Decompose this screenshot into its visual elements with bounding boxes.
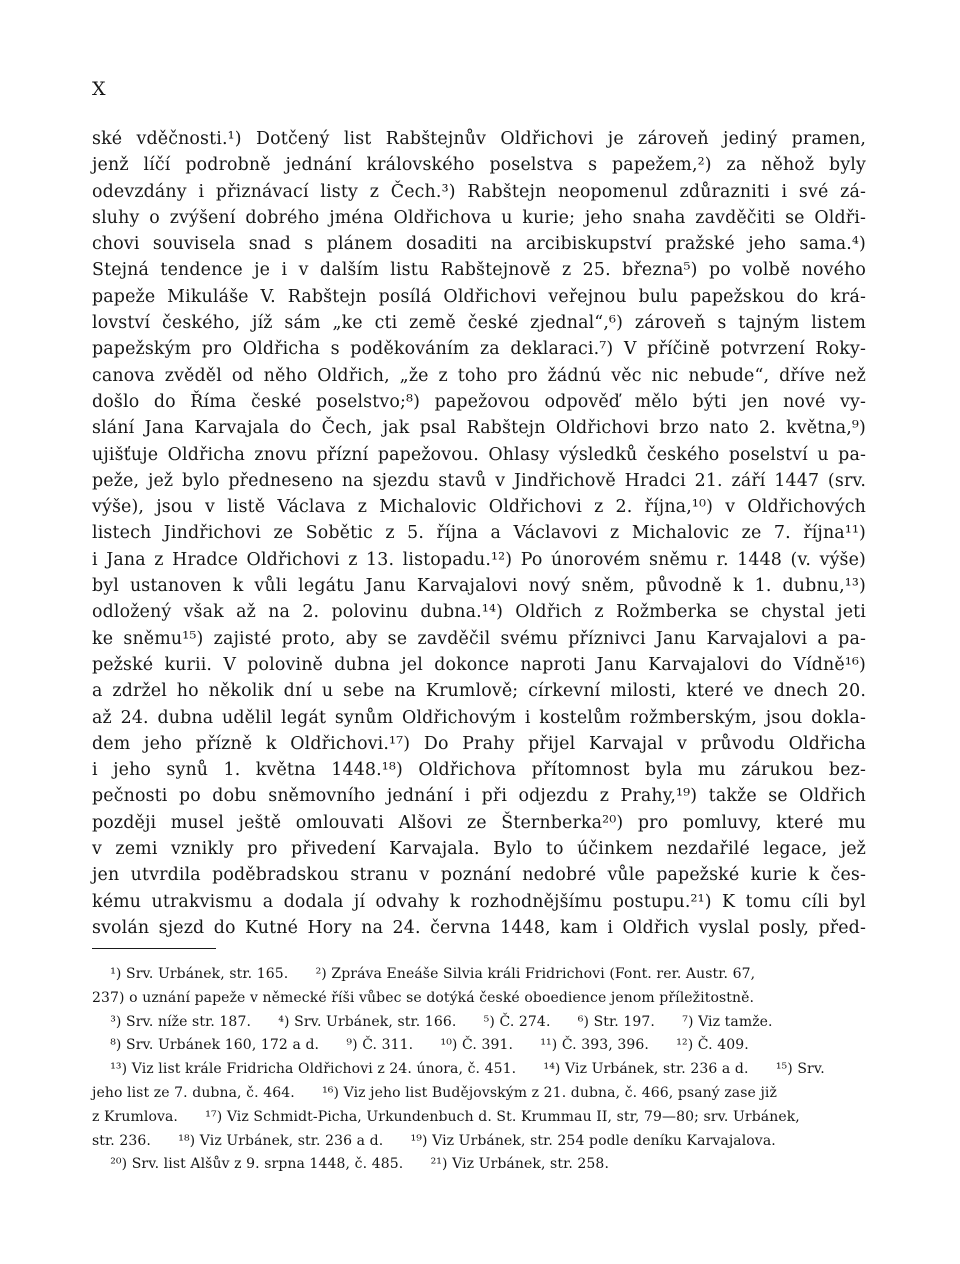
body-line: listech Jindřichovi ze Sobětic z 5. října a Václavovi z Michalovic ze 7. října¹¹) [92, 523, 866, 544]
footnotes [92, 963, 866, 1177]
body-line: ské vděčnosti.¹) Dotčený list Rabštejnův Oldřichovi je zároveň jediný pramen, [92, 129, 866, 149]
body-line: papežským pro Oldřicha s poděkováním za deklaraci.⁷) V příčině potvrzení Roky- [92, 339, 866, 360]
body-line: Stejná tendence je i v dalším listu Rabštejnově z 25. března⁵) po volbě nového [92, 260, 866, 281]
body-line: peže, jež bylo předneseno na sjezdu stavů v Jindřichově Hradci 21. září 1447 (srv. [92, 470, 866, 491]
body-line: došlo do Říma české poselstvo;⁸) papežovou odpověď mělo býti jen nové vy- [92, 391, 866, 412]
body-line: odložený však až na 2. polovinu dubna.¹⁴) Oldřich z Rožmberka se chystal jeti [92, 602, 866, 623]
body-line: papeže Mikuláše V. Rabštejn posílá Oldřichovi veřejnou bulu papežskou do krá- [92, 286, 866, 307]
body-line: později musel ještě omlouvati Alšovi ze Šternberka²⁰) pro pomluvy, které mu [92, 812, 866, 833]
body-line: lovství českého, jíž sám „ke cti země české zjednal“,⁶) zároveň s tajným listem [92, 313, 866, 334]
footnote-line: ¹) Srv. Urbánek, str. 165. ²) Zpráva Eneáše Silvia králi Fridrichovi (Font. rer. Austr. 67, [92, 966, 756, 982]
body-line: svolán sjezd do Kutné Hory na 24. června 1448, kam i Oldřich vyslal posly, před- [92, 917, 866, 938]
footnote-line: ²⁰) Srv. list Alšův z 9. srpna 1448, č. 485. ²¹) Viz Urbánek, str. 258. [92, 1156, 609, 1173]
body-line: i jeho synů 1. května 1448.¹⁸) Oldřichova přítomnost byla mu zárukou bez- [92, 760, 866, 781]
body-line: jenž líčí podrobně jednání královského poselstva s papežem,²) za něhož byly [92, 155, 866, 176]
body-line: i Jana z Hradce Oldřichovi z 13. listopadu.¹²) Po únorovém sněmu r. 1448 (v. výše) [92, 549, 866, 570]
body-line: canova zvěděl od něho Oldřich, „že z toho pro žádnú věc nic nebude“, dříve než [92, 365, 866, 386]
body-line: slání Jana Karvajala do Čech, jak psal Rabštejn Oldřichovi brzo nato 2. května,⁹) [92, 418, 866, 439]
body-line: v zemi vznikly pro přivedení Karvajala. Bylo to účinkem nezdařilé legace, jež [92, 839, 866, 860]
body-line: odevzdány i přiznávací listy z Čech.³) Rabštejn neopomenul zdůrazniti i své zá- [92, 181, 866, 202]
footnote-line: ⁸) Srv. Urbánek 160, 172 a d. ⁹) Č. 311. ¹⁰) Č. 391. ¹¹) Č. 393, 396. ¹²) Č. 409. [92, 1037, 749, 1054]
body-line: jen utvrdila poděbradskou stranu v poznání nedobré vůle papežské kurie k čes- [92, 865, 866, 886]
body-line: výše), jsou v listě Václava z Michalovic Oldřichovi z 2. října,¹⁰) v Oldřichových [92, 497, 866, 518]
body-line: kému utrakvismu a dodala jí odvahy k rozhodnějšímu postupu.²¹) K tomu cíli byl [92, 891, 866, 912]
footnote-line: ¹³) Viz list krále Fridricha Oldřichovi z 24. února, č. 451. ¹⁴) Viz Urbánek, str. 236 a d. ¹⁵) Srv. [92, 1061, 825, 1078]
footnote-line: str. 236. ¹⁸) Viz Urbánek, str. 236 a d. ¹⁹) Viz Urbánek, str. 254 podle deníku Karvajalova. [92, 1132, 776, 1149]
body-line: dem jeho přízně k Oldřichovi.¹⁷) Do Prahy přijel Karvajal v průvodu Oldřicha [92, 733, 866, 754]
footnote-line: jeho list ze 7. dubna, č. 464. ¹⁶) Viz jeho list Budějovským z 21. dubna, č. 466, psaný zase již [92, 1084, 777, 1101]
body-line: ke sněmu¹⁵) zajisté proto, aby se zavděčil svému příznivci Janu Karvajalovi a pa- [92, 628, 866, 649]
body-text [92, 126, 866, 941]
body-line: až 24. dubna udělil legát synům Oldřichovým i kostelům rožmberským, jsou dokla- [92, 707, 866, 728]
body-line: chovi souvisela snad s plánem dosaditi na arcibiskupství pražské jeho sama.⁴) [92, 234, 866, 255]
body-line: byl ustanoven k vůli legátu Janu Karvajalovi nový sněm, původně k 1. dubnu,¹³) [92, 576, 866, 597]
footnote-separator [92, 948, 216, 949]
body-line: a zdržel ho několik dní u sebe na Krumlově; církevní milosti, které ve dnech 20. [92, 681, 866, 702]
body-line: ujišťuje Oldřicha znovu přízní papežovou. Ohlasy výsledků českého poselství u pa- [92, 444, 866, 465]
body-line: pečnosti po dobu sněmovního jednání i při odjezdu z Prahy,¹⁹) takže se Oldřich [92, 786, 866, 807]
footnote-line: 237) o uznání papeže v německé říši vůbec se dotýká české oboedience jenom příležitostně. [92, 989, 755, 1006]
body-line: sluhy o zvýšení dobrého jména Oldřichova u kurie; jeho snaha zavděčiti se Oldři- [92, 207, 866, 228]
footnote-line: z Krumlova. ¹⁷) Viz Schmidt-Picha, Urkundenbuch d. St. Krummau II, str, 79—80; srv. Urbánek, [92, 1108, 800, 1125]
page-number: X [92, 78, 107, 100]
body-line: pežské kurii. V polovině dubna jel dokonce naproti Janu Karvajalovi do Vídně¹⁶) [92, 654, 866, 675]
footnote-line: ³) Srv. níže str. 187. ⁴) Srv. Urbánek, str. 166. ⁵) Č. 274. ⁶) Str. 197. ⁷) Viz tamže. [92, 1013, 773, 1030]
